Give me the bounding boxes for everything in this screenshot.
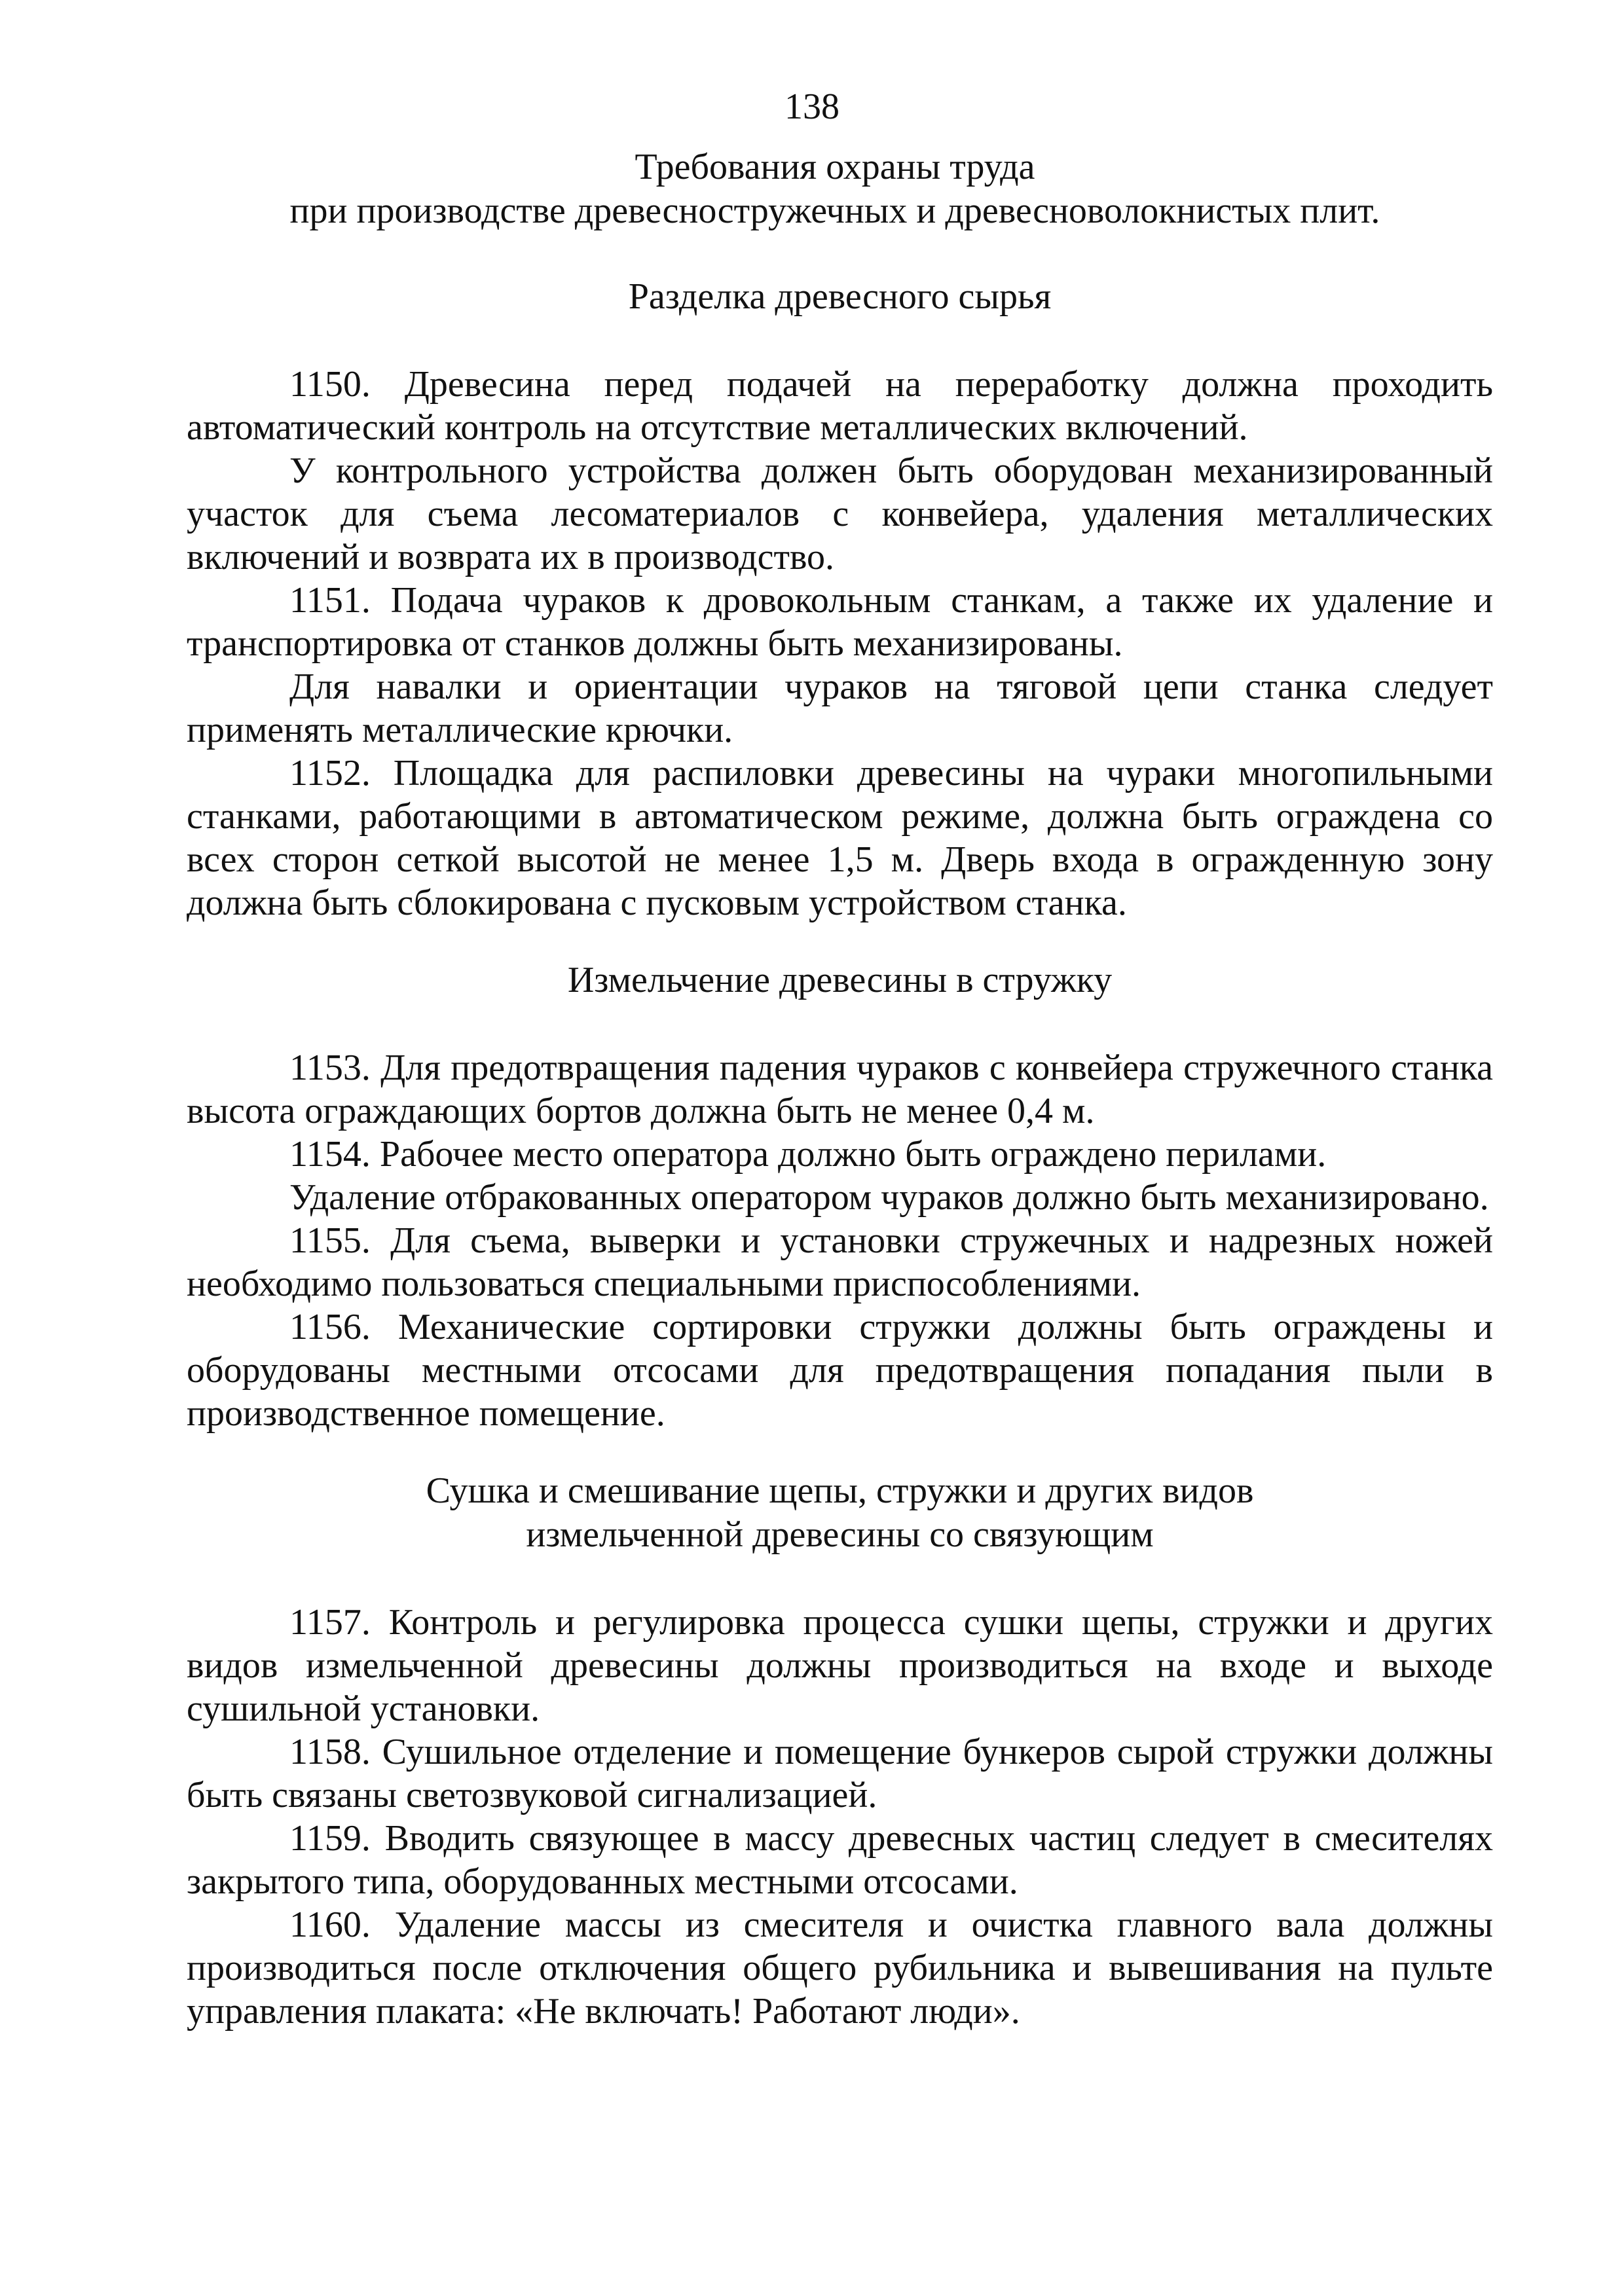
paragraph: Для навалки и ориентации чураков на тяговой цепи станка следует применять металлические крючки. [187,666,1493,750]
paragraph: 1154. Рабочее место оператора должно быть ограждено перилами. [289,1134,1327,1175]
section-heading-line: Измельчение древесины в стружку [567,960,1113,1000]
document-title [187,145,1483,233]
title-line: Требования охраны труда [635,147,1035,187]
paragraph: 1160. Удаление массы из смесителя и очистка главного вала должны производиться после отключения общего рубильника и вывешивания на пульте управления плаката: «Не включать! Работают люди». [187,1904,1493,2032]
paragraph: 1158. Сушильное отделение и помещение бункеров сырой стружки должны быть связаны светозвуковой сигнализацией. [187,1732,1493,1815]
paragraph: У контрольного устройства должен быть оборудован механизированный участок для съема лесоматериалов с конвейера, удаления металлических включений и возврата их в производство. [187,450,1493,577]
section-heading [187,958,1493,1002]
section-heading-line: Разделка древесного сырья [628,276,1052,317]
paragraph: 1159. Вводить связующее в массу древесных частиц следует в смесителях закрытого типа, оборудованных местными отсосами. [187,1818,1493,1902]
section-heading [187,1469,1493,1557]
section-heading-line: Сушка и смешивание щепы, стружки и других видов [426,1470,1254,1511]
paragraph: 1151. Подача чураков к дровокольным станкам, а также их удаление и транспортировка от станков должны быть механизированы. [187,580,1493,664]
paragraph: 1157. Контроль и регулировка процесса сушки щепы, стружки и других видов измельченной древесины должны производиться на входе и выходе сушильной установки. [187,1602,1493,1729]
paragraph: 1155. Для съема, выверки и установки стружечных и надрезных ножей необходимо пользоваться специальными приспособлениями. [187,1220,1493,1304]
paragraph: 1153. Для предотвращения падения чураков с конвейера стружечного станка высота ограждающих бортов должна быть не менее 0,4 м. [187,1048,1493,1131]
paragraph: 1156. Механические сортировки стружки должны быть ограждены и оборудованы местными отсосами для предотвращения попадания пыли в производственное помещение. [187,1307,1493,1434]
document-body [187,275,1493,2033]
section-drying-mixing [187,1469,1493,2033]
paragraph: 1152. Площадка для распиловки древесины на чураки многопильными станками, работающими в автоматическом режиме, должна быть ограждена со всех сторон сеткой высотой не менее 1,5 м. Дверь входа в огражденную зону должна быть сблокирована с пусковым устройством станка. [187,753,1493,923]
section-heading [187,275,1493,319]
section-heading-line: измельченной древесины со связующим [526,1514,1154,1555]
section-wood-chipping [187,958,1493,1435]
section-wood-cutting [187,275,1493,924]
paragraph: Удаление отбракованных оператором чураков должно быть механизировано. [289,1177,1489,1218]
page-number: 138 [784,86,840,127]
paragraph: 1150. Древесина перед подачей на переработку должна проходить автоматический контроль на отсутствие металлических включений. [187,364,1493,448]
title-line: при производстве древесностружечных и древесноволокнистых плит. [289,191,1380,231]
